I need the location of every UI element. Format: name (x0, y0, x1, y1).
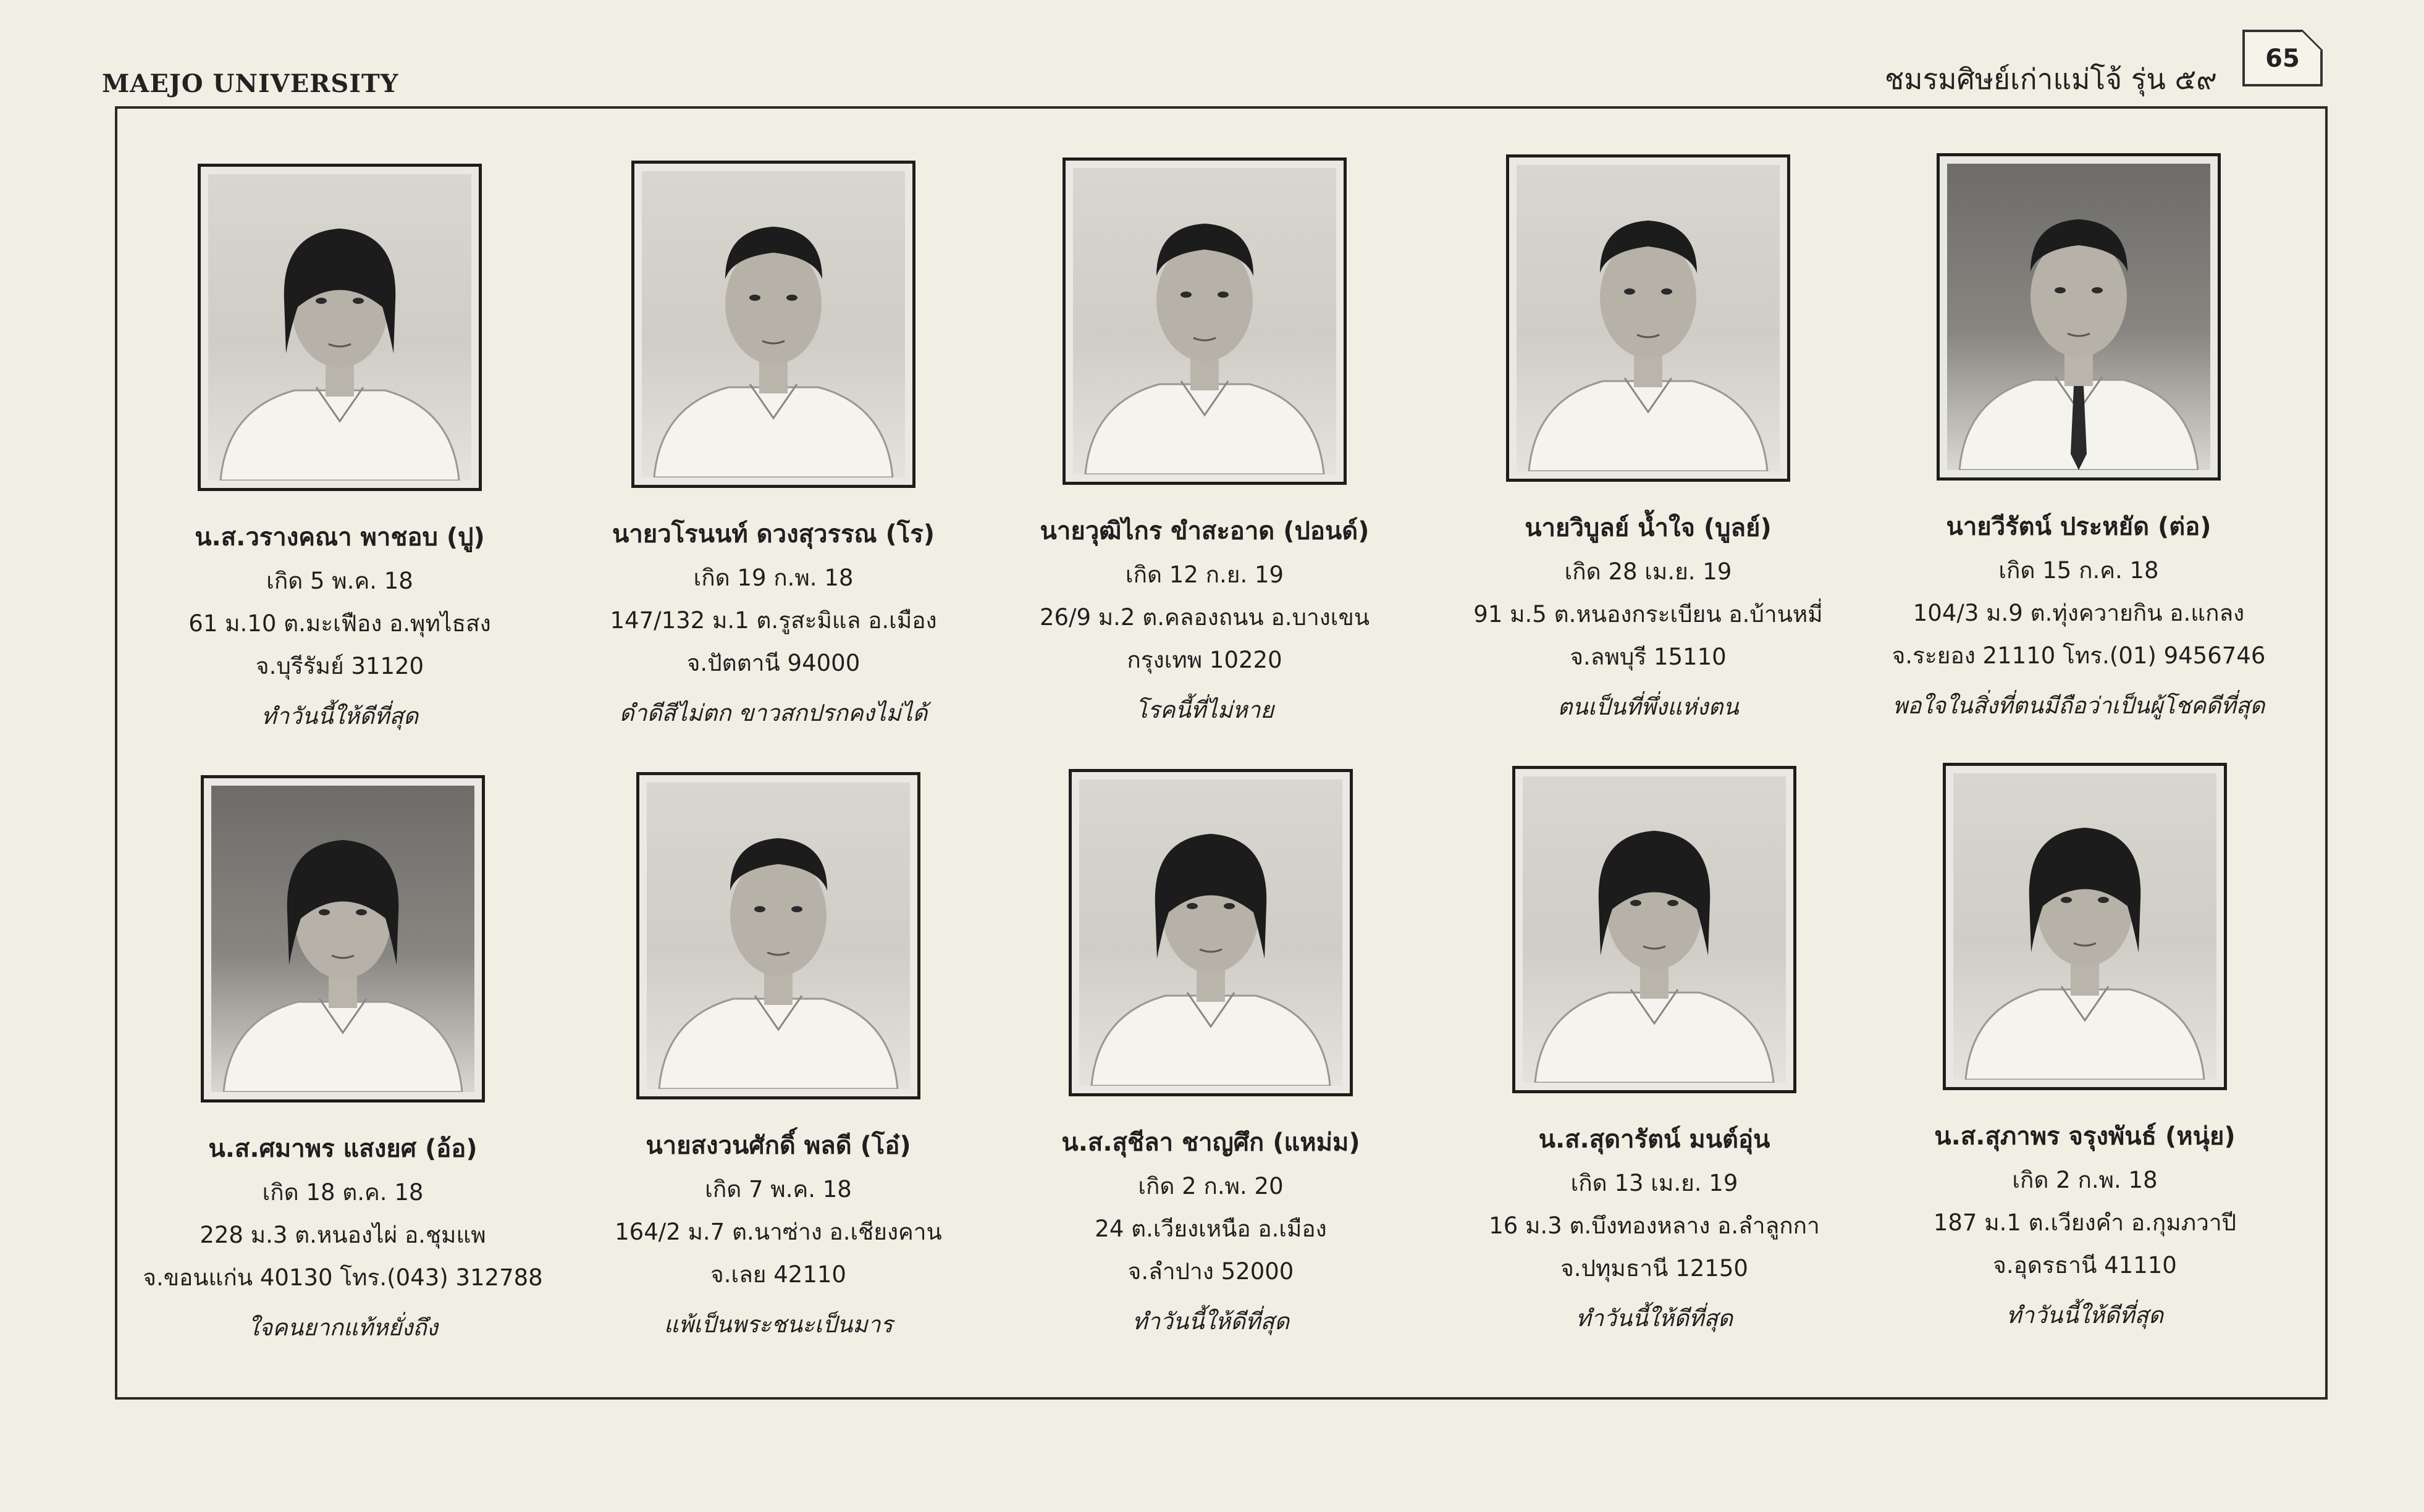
student-address-line: 91 ม.5 ต.หนองกระเบียน อ.บ้านหมี่ (1473, 601, 1823, 628)
student-address-line: 104/3 ม.9 ต.ทุ่งควายกิน อ.แกลง (1913, 600, 2245, 626)
student-name: น.ส.สุชีลา ชาญศึก (แหม่ม) (1061, 1128, 1360, 1157)
student-address-line: 16 ม.3 ต.บึงทองหลาง อ.ลำลูกกา (1489, 1212, 1820, 1239)
student-photo (636, 772, 920, 1099)
student-motto: ทำวันนี้ให้ดีที่สุด (2006, 1302, 2163, 1329)
student-birthdate: เกิด 15 ก.ค. 18 (1998, 557, 2159, 584)
portrait-figure (1947, 164, 2210, 470)
student-motto: ใจคนยากแท้หยั่งถึง (248, 1314, 438, 1341)
student-address-line: จ.เลย 42110 (710, 1261, 846, 1288)
student-motto: โรคนี้ที่ไม่หาย (1135, 697, 1274, 723)
club-header: ชมรมศิษย์เก่าแม่โจ้ รุ่น ๕๙ (1885, 62, 2217, 96)
student-photo (1506, 154, 1790, 482)
student-motto: ทำวันนี้ให้ดีที่สุด (1575, 1305, 1733, 1332)
student-name: นายวิบูลย์ น้ำใจ (บูลย์) (1525, 514, 1772, 542)
student-photo (631, 161, 915, 488)
student-address-line: 164/2 ม.7 ต.นาซ่าง อ.เชียงคาน (615, 1219, 942, 1245)
student-address-line: จ.ขอนแก่น 40130 โทร.(043) 312788 (143, 1264, 543, 1291)
student-address-line: 24 ต.เวียงเหนือ อ.เมือง (1095, 1216, 1327, 1242)
student-address-line: 61 ม.10 ต.มะเฟือง อ.พุทไธสง (188, 610, 491, 637)
student-motto: ตนเป็นที่พึ่งแห่งตน (1557, 694, 1739, 720)
portrait-figure (208, 174, 471, 481)
student-address-line: จ.ปทุมธานี 12150 (1560, 1255, 1748, 1282)
student-card (1862, 763, 2307, 1334)
student-motto: ทำวันนี้ให้ดีที่สุด (1132, 1308, 1289, 1335)
student-card (556, 772, 1001, 1343)
portrait-figure (1079, 779, 1342, 1086)
student-motto: พอใจในสิ่งที่ตนมีถือว่าเป็นผู้โชคดีที่สุด (1892, 692, 2265, 719)
portrait-figure (1073, 168, 1336, 474)
student-address-line: 228 ม.3 ต.หนองไผ่ อ.ชุมแพ (200, 1222, 486, 1248)
page-number-box (2242, 30, 2323, 86)
student-card (982, 158, 1427, 728)
student-name: นายวีรัตน์ ประหยัด (ต่อ) (1946, 513, 2211, 541)
student-birthdate: เกิด 12 ก.ย. 19 (1125, 561, 1284, 588)
student-motto: ดำดีสีไม่ตก ขาวสกปรกคงไม่ได้ (619, 700, 928, 726)
student-card (551, 161, 996, 731)
student-name: น.ส.วรางคณา พาชอบ (ปู) (195, 523, 485, 552)
student-name: น.ส.สุดารัตน์ มนต์อุ่น (1538, 1125, 1770, 1154)
student-birthdate: เกิด 2 ก.พ. 18 (2012, 1167, 2158, 1193)
student-address-line: 147/132 ม.1 ต.รูสะมิแล อ.เมือง (610, 607, 937, 634)
student-card (120, 775, 565, 1346)
portrait-figure (642, 171, 905, 477)
student-address-line: จ.ลำปาง 52000 (1127, 1258, 1294, 1285)
portrait-figure (1517, 165, 1780, 471)
student-address-line: จ.บุรีรัมย์ 31120 (255, 653, 424, 679)
page-number: 65 (2265, 44, 2300, 73)
student-photo (1069, 769, 1353, 1096)
portrait-figure (1953, 773, 2216, 1080)
student-motto: แพ้เป็นพระชนะเป็นมาร (663, 1311, 893, 1338)
student-name: น.ส.ศมาพร แสงยศ (อ้อ) (208, 1135, 478, 1163)
student-photo (1512, 766, 1796, 1093)
student-card (1856, 153, 2301, 724)
student-birthdate: เกิด 28 เม.ย. 19 (1564, 558, 1732, 585)
student-birthdate: เกิด 18 ต.ค. 18 (262, 1179, 424, 1206)
student-birthdate: เกิด 7 พ.ค. 18 (705, 1176, 852, 1203)
student-address-line: จ.ลพบุรี 15110 (1570, 644, 1727, 670)
student-address-line: จ.อุดรธานี 41110 (1993, 1252, 2177, 1279)
student-photo (1943, 763, 2227, 1090)
portrait-figure (647, 783, 910, 1089)
student-photo (1937, 153, 2221, 481)
student-address-line: จ.ปัตตานี 94000 (686, 650, 861, 676)
student-photo (198, 164, 482, 491)
student-name: นายวุฒิไกร ขำสะอาด (ปอนด์) (1040, 517, 1370, 545)
student-birthdate: เกิด 2 ก.พ. 20 (1138, 1173, 1284, 1199)
student-address-line: 187 ม.1 ต.เวียงคำ อ.กุมภวาปี (1933, 1209, 2237, 1236)
student-name: น.ส.สุภาพร จรุงพันธ์ (หนุ่ย) (1934, 1122, 2236, 1151)
student-photo (1063, 158, 1347, 485)
student-birthdate: เกิด 13 เม.ย. 19 (1570, 1170, 1738, 1196)
student-card (988, 769, 1433, 1340)
student-card (1426, 154, 1871, 725)
student-motto: ทำวันนี้ให้ดีที่สุด (261, 703, 418, 729)
student-photo (201, 775, 485, 1102)
university-header: MAEJO UNIVERSITY (102, 69, 399, 98)
student-address-line: จ.ระยอง 21110 โทร.(01) 9456746 (1892, 642, 2266, 669)
student-card (117, 164, 562, 734)
student-birthdate: เกิด 5 พ.ค. 18 (266, 568, 413, 594)
student-address-line: กรุงเทพ 10220 (1127, 647, 1282, 673)
portrait-figure (1523, 776, 1786, 1083)
student-birthdate: เกิด 19 ก.พ. 18 (693, 565, 854, 591)
student-name: นายสงวนศักดิ์ พลดี (โอ๋) (646, 1132, 911, 1160)
student-address-line: 26/9 ม.2 ต.คลองถนน อ.บางเขน (1039, 604, 1370, 631)
student-card (1432, 766, 1877, 1337)
portrait-figure (211, 786, 474, 1092)
student-name: นายวโรนนท์ ดวงสุวรรณ (โร) (612, 520, 935, 548)
